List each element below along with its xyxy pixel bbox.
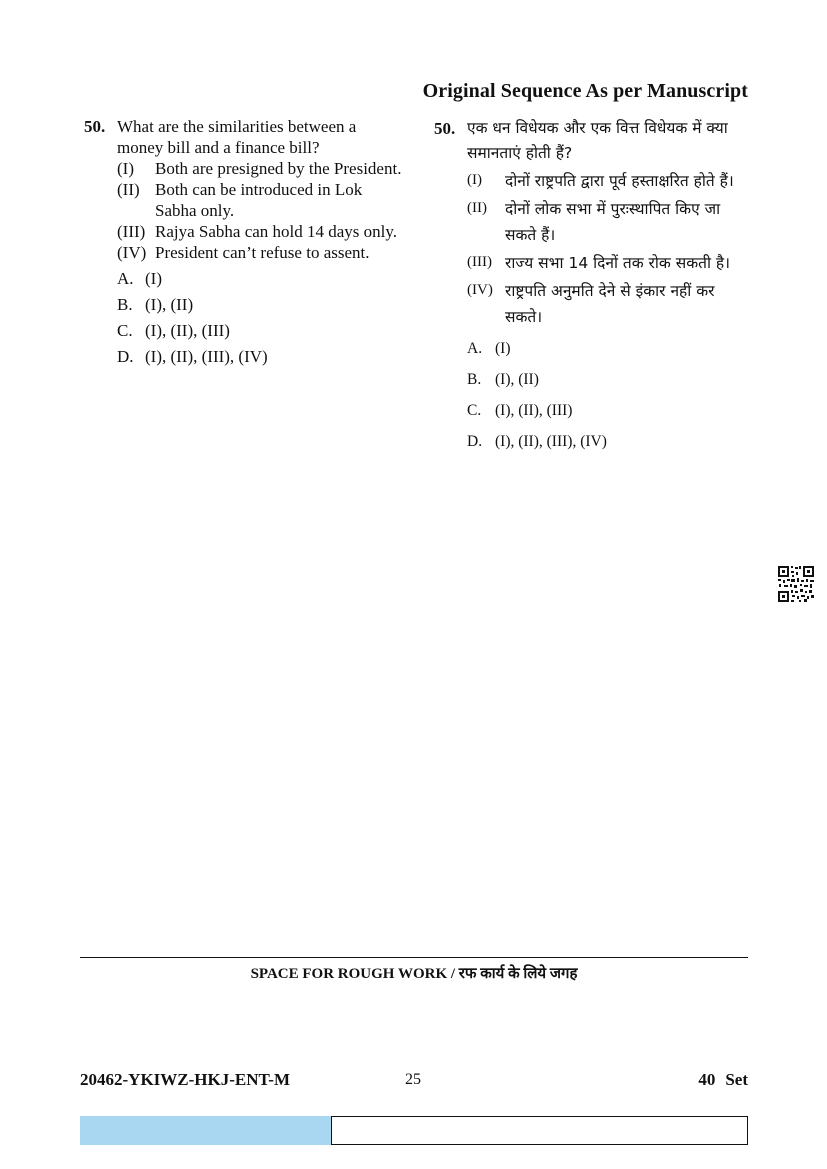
statement-text: Rajya Sabha can hold 14 days only. [155, 222, 398, 241]
statement-numeral: (IV) [467, 282, 493, 298]
option-letter: A. [467, 340, 483, 357]
option-text: (I), (II) [145, 295, 194, 314]
statement-item [117, 179, 404, 221]
question-hindi [434, 116, 754, 454]
answer-option-b [467, 367, 754, 392]
question-text: एक धन विधेयक और एक वित्त विधेयक में क्या समानताएं होती हैं? [467, 119, 728, 162]
statement-numeral: (I) [467, 172, 482, 188]
rough-work-divider [80, 957, 748, 958]
footer-empty-box [331, 1116, 748, 1145]
statement-item [117, 158, 404, 179]
statement-item [117, 221, 404, 242]
qr-code-icon [777, 565, 815, 603]
answer-option-b [117, 294, 404, 315]
rough-work-label: SPACE FOR ROUGH WORK / रफ कार्य के लिये जगह [250, 966, 578, 982]
paper-code: 20462-YKIWZ-HKJ-ENT-M [80, 1070, 290, 1089]
answer-option-d [467, 429, 754, 454]
set-text: Set [725, 1070, 748, 1089]
statement-item [117, 242, 404, 263]
statement-numeral: (II) [467, 200, 487, 216]
option-letter: D. [117, 347, 134, 366]
option-text: (I) [495, 340, 511, 357]
answer-option-c [467, 398, 754, 423]
statement-item [467, 250, 754, 276]
statement-numeral: (II) [117, 180, 140, 199]
question-number: 50. [434, 119, 456, 138]
footer-color-bar [80, 1116, 331, 1145]
question-number: 50. [84, 117, 106, 136]
option-letter: C. [117, 321, 133, 340]
answer-option-d [117, 346, 404, 367]
answer-option-a [467, 336, 754, 361]
option-text: (I), (II), (III), (IV) [495, 433, 607, 450]
page-number: 25 [405, 1071, 421, 1088]
question-text: What are the similarities between a money bill and a finance bill? [117, 117, 357, 157]
option-text: (I), (II), (III), (IV) [145, 347, 268, 366]
statement-text: Both can be introduced in Lok Sabha only. [155, 180, 363, 220]
statement-numeral: (I) [117, 159, 134, 178]
statement-item [467, 196, 754, 248]
set-label [688, 1070, 748, 1090]
option-letter: D. [467, 433, 483, 450]
option-text: (I), (II), (III) [145, 321, 230, 340]
answer-option-a [117, 268, 404, 289]
statement-item [467, 278, 754, 330]
statement-text: दोनों लोक सभा में पुरःस्थापित किए जा सकते हैं। [505, 200, 721, 244]
option-text: (I) [145, 269, 162, 288]
answer-option-c [117, 320, 404, 341]
set-number: 40 [698, 1070, 716, 1089]
statement-numeral: (III) [117, 222, 146, 241]
option-letter: C. [467, 402, 482, 419]
option-letter: B. [117, 295, 133, 314]
option-text: (I), (II) [495, 371, 539, 388]
statement-text: Both are presigned by the President. [155, 159, 402, 178]
statement-text: राष्ट्रपति अनुमति देने से इंकार नहीं कर सकते। [505, 282, 715, 326]
statement-numeral: (III) [467, 254, 492, 270]
statement-item [467, 168, 754, 194]
option-letter: B. [467, 371, 482, 388]
statement-text: President can’t refuse to assent. [155, 243, 370, 262]
question-english [84, 116, 404, 367]
statement-numeral: (IV) [117, 243, 147, 262]
statement-text: दोनों राष्ट्रपति द्वारा पूर्व हस्ताक्षरित होते हैं। [505, 172, 734, 190]
option-letter: A. [117, 269, 134, 288]
manuscript-sequence-title: Original Sequence As per Manuscript [422, 80, 748, 102]
statement-text: राज्य सभा 14 दिनों तक रोक सकती है। [505, 254, 731, 272]
option-text: (I), (II), (III) [495, 402, 573, 419]
